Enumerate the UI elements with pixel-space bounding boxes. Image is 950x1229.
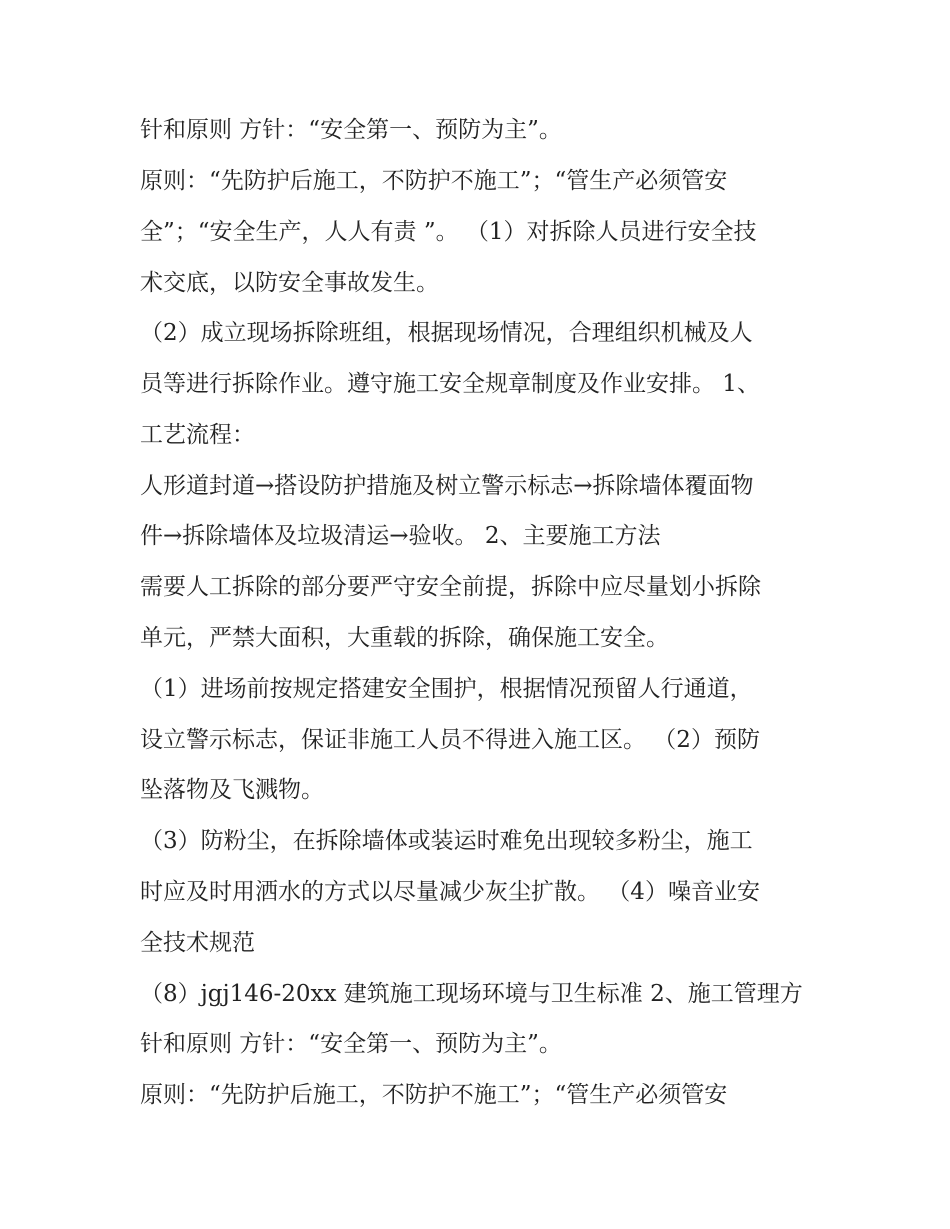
text-line: （1）进场前按规定搭建安全围护，根据情况预留人行通道，: [140, 676, 753, 702]
text-line: 设立警示标志，保证非施工人员不得进入施工区。 （2）预防: [140, 727, 760, 753]
text-line: 原则：“先防护后施工，不防护不施工”；“管生产必须管安: [140, 1082, 728, 1108]
text-line: （2）成立现场拆除班组，根据现场情况，合理组织机械及人: [140, 320, 753, 346]
text-line: 针和原则 方针：“安全第一、预防为主”。: [140, 117, 562, 143]
text-line: 员等进行拆除作业。遵守施工安全规章制度及作业安排。 1、: [140, 371, 760, 397]
text-line: 时应及时用洒水的方式以尽量减少灰尘扩散。 （4）噪音业安: [140, 879, 760, 905]
text-line: 坠落物及飞溅物。: [140, 777, 324, 803]
text-line: 术交底，以防安全事故发生。: [140, 270, 439, 296]
text-line: 人形道封道→搭设防护措施及树立警示标志→拆除墙体覆面物: [140, 473, 754, 499]
text-line: 件→拆除墙体及垃圾清运→验收。 2、主要施工方法: [140, 523, 661, 549]
text-line: 单元，严禁大面积，大重载的拆除，确保施工安全。: [140, 625, 669, 651]
text-line: （3）防粉尘，在拆除墙体或装运时难免出现较多粉尘，施工: [140, 828, 753, 854]
text-line: 原则：“先防护后施工，不防护不施工”；“管生产必须管安: [140, 168, 728, 194]
text-line: 全技术规范: [140, 930, 255, 956]
text-line: 工艺流程：: [140, 422, 255, 448]
text-line: 需要人工拆除的部分要严守安全前提，拆除中应尽量划小拆除: [140, 574, 761, 600]
text-line: 针和原则 方针：“安全第一、预防为主”。: [140, 1031, 562, 1057]
text-line: 全”；“安全生产，人人有责 ”。 （1）对拆除人员进行安全技: [140, 219, 757, 245]
text-line: （8）jgj146-20xx 建筑施工现场环境与卫生标准 2、施工管理方: [140, 981, 803, 1007]
